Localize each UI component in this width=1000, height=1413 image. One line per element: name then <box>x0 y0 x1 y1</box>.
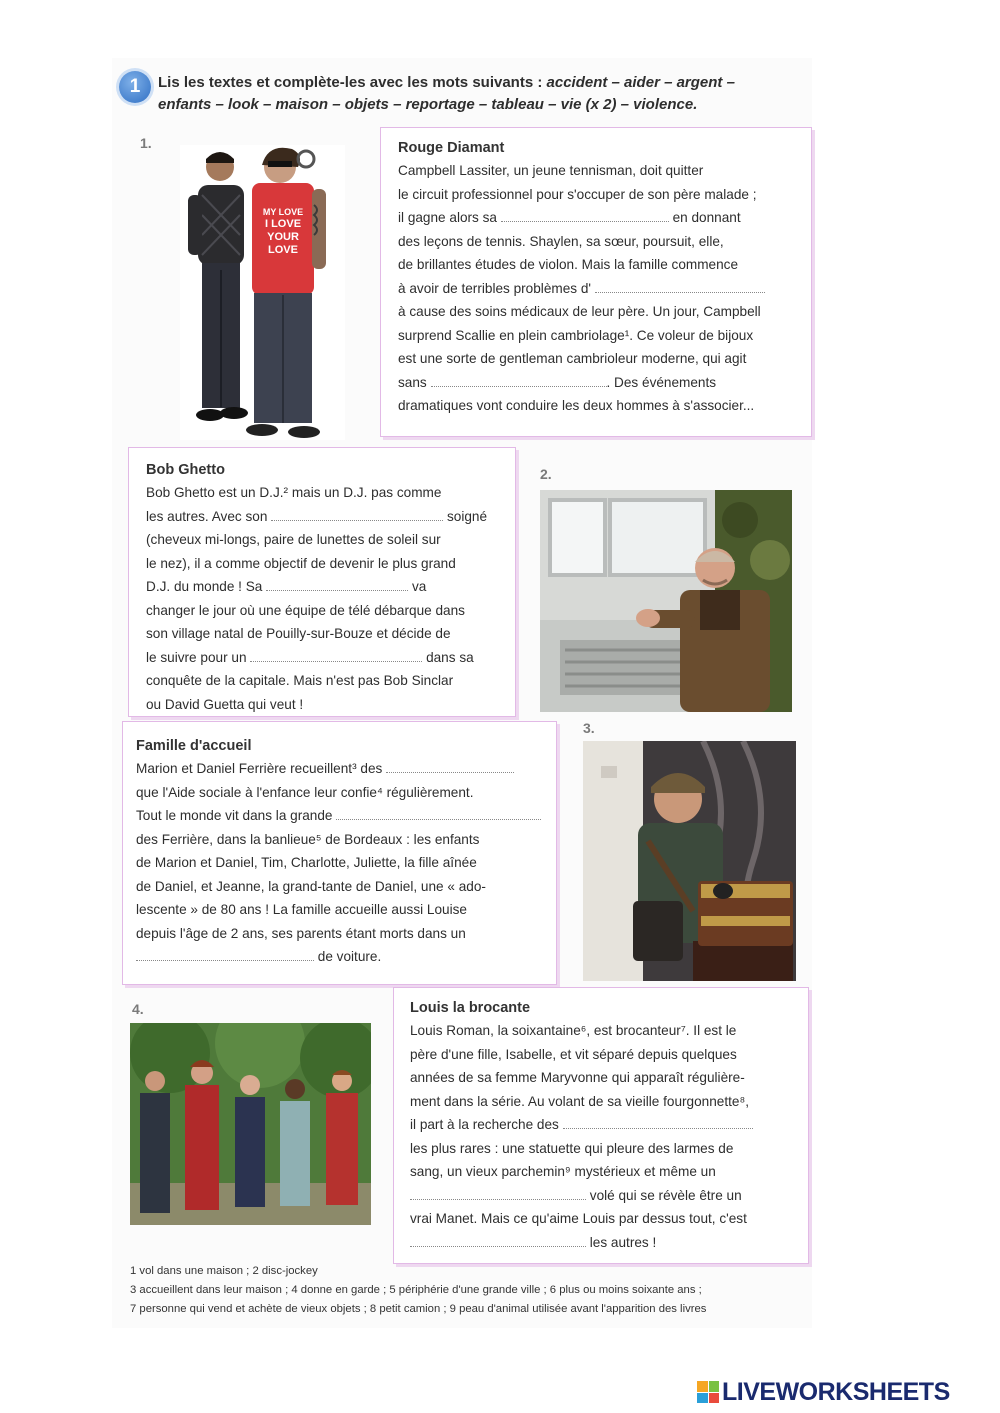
liveworksheets-logo <box>697 1377 950 1407</box>
title-bob-ghetto: Bob Ghetto <box>146 462 225 478</box>
line: années de sa femme Maryvonne qui apparaît régulière- <box>410 1070 745 1085</box>
blank-maison[interactable] <box>336 807 541 820</box>
text-box-louis-la-brocante <box>393 987 809 1264</box>
line: depuis l'âge de 2 ans, ses parents étant morts dans un <box>136 925 466 941</box>
blank-reportage[interactable] <box>250 649 422 662</box>
line: le nez), il a comme objectif de devenir le plus grand <box>146 555 456 571</box>
footnotes <box>130 1262 800 1319</box>
line: que l'Aide sociale à l'enfance leur confie⁴ régulièrement. <box>136 784 474 800</box>
line: en donnant <box>672 210 741 225</box>
line: Tout le monde vit dans la grande <box>136 808 333 823</box>
photo-man-with-chest <box>583 741 796 981</box>
line: des Ferrière, dans la banlieue⁵ de Bordeaux : les enfants <box>136 831 480 847</box>
line: Marion et Daniel Ferrière recueillent³ des <box>136 761 383 776</box>
blank-aider-argent[interactable] <box>595 280 765 293</box>
blank-accident[interactable] <box>136 948 314 961</box>
instruction-lead: Lis les textes et complète-les avec les mots suivants : <box>158 74 547 91</box>
word-list-line2: enfants – look – maison – objets – reportage – tableau – vie (x 2) – violence. <box>158 96 698 113</box>
line: le suivre pour un <box>146 649 247 665</box>
line: père d'une fille, Isabelle, et vit séparé depuis quelques <box>410 1046 737 1062</box>
line: des leçons de tennis. Shaylen, sa sœur, poursuit, elle, <box>398 233 724 249</box>
text-box-rouge-diamant <box>380 127 812 437</box>
photo-man-with-van <box>540 490 792 712</box>
line: il gagne alors sa <box>398 210 497 225</box>
photo-illustration-1 <box>180 145 345 440</box>
svg-text:MY LOVE: MY LOVE <box>262 207 304 217</box>
line: à avoir de terribles problèmes d' <box>398 280 592 296</box>
line: changer le jour où une équipe de télé débarque dans <box>146 602 465 618</box>
line: lescente » de 80 ans ! La famille accueille aussi Louise <box>136 902 467 917</box>
line: son village natal de Pouilly-sur-Bouze et décide de <box>146 626 451 641</box>
line: sans <box>398 374 427 390</box>
blank-violence[interactable] <box>431 374 607 387</box>
text-louis-la-brocante <box>410 1019 796 1254</box>
instruction-text <box>158 72 798 116</box>
line: D.J. du monde ! Sa <box>146 579 263 594</box>
line: Louis Roman, la soixantaine⁶, est brocanteur⁷. Il est le <box>410 1023 737 1038</box>
line: conquête de la capitale. Mais n'est pas Bob Sinclar <box>146 673 454 688</box>
line: dramatiques vont conduire les deux hommes à s'associer... <box>398 398 755 413</box>
word-list-line1: accident – aider – argent – <box>546 74 735 91</box>
text-box-bob-ghetto <box>128 447 516 717</box>
footnote-line-3: 7 personne qui vend et achète de vieux objets ; 8 petit camion ; 9 peau d'animal utilisée avant l'apparition des livres <box>130 1303 707 1315</box>
title-famille-accueil: Famille d'accueil <box>136 738 252 754</box>
text-box-famille-accueil <box>122 721 557 985</box>
blank-aider[interactable] <box>410 1234 586 1247</box>
line: soigné <box>446 508 488 524</box>
line: ment dans la série. Au volant de sa vieille fourgonnette⁸, <box>410 1093 749 1109</box>
section-number-1: 1. <box>140 135 152 151</box>
line: de Marion et Daniel, Tim, Charlotte, Juliette, la fille aînée <box>136 855 477 870</box>
blank-vie-1[interactable] <box>266 578 408 591</box>
text-bob-ghetto <box>146 481 503 716</box>
section-number-3: 3. <box>583 720 595 736</box>
line: à cause des soins médicaux de leur père. Un jour, Campbell <box>398 304 761 319</box>
line: surprend Scallie en plein cambriolage¹. Ce voleur de bijoux <box>398 327 754 343</box>
text-rouge-diamant <box>398 159 799 418</box>
photo-illustration-2 <box>540 490 792 712</box>
text-famille-accueil <box>136 757 544 969</box>
svg-text:YOUR: YOUR <box>267 231 299 243</box>
line: les autres. Avec son <box>146 508 268 524</box>
line: va <box>411 579 427 594</box>
line: . Des événements <box>606 374 717 390</box>
line: Campbell Lassiter, un jeune tennisman, doit quitter <box>398 163 704 178</box>
line: le circuit professionnel pour s'occuper de son père malade ; <box>398 186 757 202</box>
photo-two-young-men <box>180 145 345 440</box>
logo-text: LIVEWORKSHEETS <box>722 1377 950 1406</box>
blank-tableau[interactable] <box>410 1187 586 1200</box>
blank-argent[interactable] <box>501 209 669 222</box>
line: vrai Manet. Mais ce qu'aime Louis par dessus tout, c'est <box>410 1211 747 1226</box>
svg-text:I LOVE: I LOVE <box>264 218 302 230</box>
line: il part à la recherche des <box>410 1117 559 1132</box>
line: dans sa <box>426 649 474 665</box>
blank-enfants[interactable] <box>386 760 514 773</box>
photo-family-group <box>130 1023 371 1225</box>
footnote-line-2: 3 accueillent dans leur maison ; 4 donne en garde ; 5 périphérie d'une grande ville ; 6 plus ou moins soixante ans ; <box>130 1284 702 1296</box>
liveworksheets-logo-mark-icon <box>697 1381 719 1403</box>
section-number-4: 4. <box>132 1001 144 1017</box>
line: sang, un vieux parchemin⁹ mystérieux et même un <box>410 1164 716 1179</box>
title-rouge-diamant: Rouge Diamant <box>398 140 505 156</box>
line: de voiture. <box>317 949 382 964</box>
line: ou David Guetta qui veut ! <box>146 696 304 712</box>
line: Bob Ghetto est un D.J.² mais un D.J. pas comme <box>146 485 442 500</box>
line: de brillantes études de violon. Mais la famille commence <box>398 257 739 272</box>
line: volé qui se révèle être un <box>589 1187 742 1203</box>
footnote-line-1: 1 vol dans une maison ; 2 disc-jockey <box>130 1265 318 1277</box>
line: de Daniel, et Jeanne, la grand-tante de Daniel, une « ado- <box>136 878 486 894</box>
exercise-number-badge: 1 <box>119 71 151 103</box>
svg-text:LOVE: LOVE <box>268 244 298 256</box>
line: est une sorte de gentleman cambrioleur moderne, qui agit <box>398 351 747 366</box>
line: (cheveux mi-longs, paire de lunettes de soleil sur <box>146 532 441 547</box>
blank-objets[interactable] <box>563 1116 753 1129</box>
photo-illustration-4 <box>130 1023 371 1225</box>
title-louis-la-brocante: Louis la brocante <box>410 1000 531 1016</box>
line: les plus rares : une statuette qui pleure des larmes de <box>410 1140 734 1156</box>
photo-illustration-3 <box>583 741 796 981</box>
blank-look[interactable] <box>271 508 443 521</box>
line: les autres ! <box>589 1234 657 1250</box>
section-number-2: 2. <box>540 466 552 482</box>
